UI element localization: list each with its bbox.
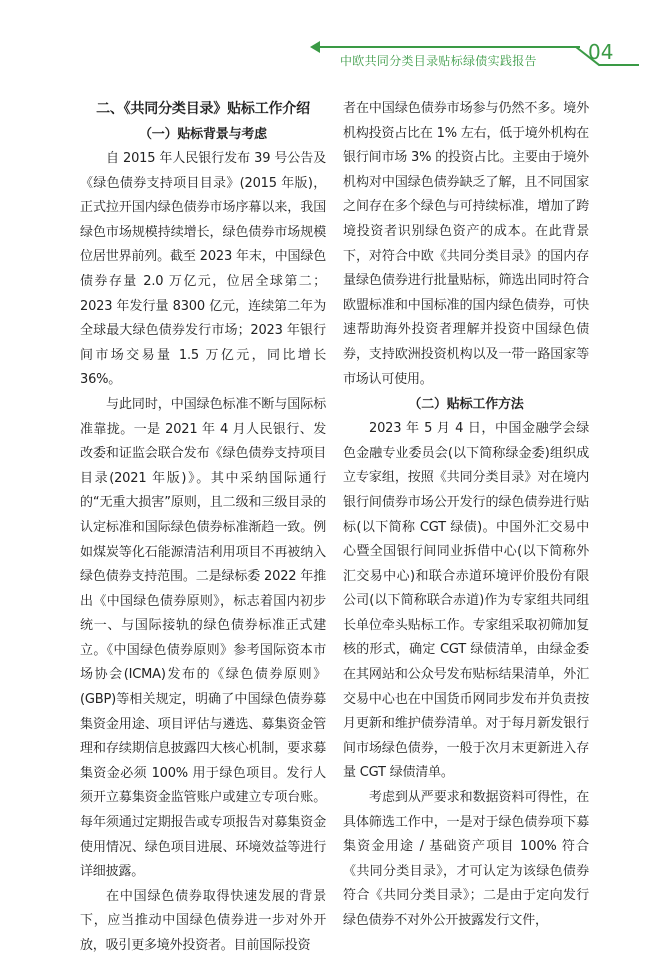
section-heading: 二、《共同分类目录》贴标工作介绍 [96, 101, 310, 117]
paragraph: 者在中国绿色债券市场参与仍然不多。境外机构投资占比在 1% 左右，低于境外机构在银行间市场 3% 的投资占比。主要由于境外机构对中国绿色债券缺乏了解，且不同国家之间存在多个绿色与可持续标准，增加了跨境投资者识别绿色资产的成本。在此背景下，对符合中欧《共同分类目录》的国内存量绿色债券进行批量贴标，筛选出同时符合欧盟标准和中国标准的国内绿色债券，可快速帮助海外投资者理解并投资中国绿色债券，支持欧洲投资机构以及一带一路国家等市场认可使用。 [343, 101, 589, 387]
paragraph: 在中国绿色债券取得快速发展的背景下，应当推动中国绿色债券进一步对外开放，吸引更多境外投资者。目前国际投资 [80, 888, 326, 953]
header-rule [318, 46, 580, 48]
subsection-heading-background: （一）贴标背景与考虑 [138, 127, 267, 142]
left-column [80, 97, 326, 959]
paragraph: 自 2015 年人民银行发布 39 号公告及《绿色债券支持项目目录》(2015 年版)，正式拉开国内绿色债券市场序幕以来，我国绿色市场规模持续增长，绿色债券市场规模位居世界前列。截至 2023 年末，中国绿色债券存量 2.0 万亿元，位居全球第二；2023 年发行量 8300 亿元，连续第二年为全球最大绿色债券发行市场；2023 年银行间市场交易量 1.5 万亿元，同比增长 36%。 [80, 151, 326, 388]
running-header-title: 中欧共同分类目录贴标绿债实践报告 [340, 54, 537, 68]
paragraph: 与此同时，中国绿色标准不断与国际标准靠拢。一是 2021 年 4 月人民银行、发改委和证监会联合发布《绿色债券支持项目目录(2021 年版)》。其中采纳国际通行的“无重大损害”原则，且二级和三级目录的认定标准和国际绿色债券标准渐趋一致。例如煤炭等化石能源清洁利用项目不再被纳入绿色债券支持范围。二是绿标委 2022 年推出《中国绿色债券原则》，标志着国内初步统一、与国际接轨的绿色债券标准正式建立。《中国绿色债券原则》参考国际资本市场协会(ICMA)发布的《绿色债券原则》(GBP)等相关规定，明确了中国绿色债券募集资金用途、项目评估与遴选、募集资金管理和存续期信息披露四大核心机制，要求募集资金必须 100% 用于绿色项目。发行人须开立募集资金监管账户或建立专项台账。每年须通过定期报告或专项报告对募集资金使用情况、绿色项目进展、环境效益等进行详细披露。 [80, 396, 326, 880]
paragraph: 考虑到从严要求和数据资料可得性，在具体筛选工作中，一是对于绿色债券项下募集资金用途 / 基础资产项目 100% 符合《共同分类目录》，才可认定为该绿色债券符合《共同分类目录》；二是由于定向发行绿色债券不对外公开披露发行文件， [343, 790, 589, 928]
header-rule-tail [599, 64, 639, 66]
page-number: 04 [588, 40, 614, 64]
paragraph: 2023 年 5 月 4 日，中国金融学会绿色金融专业委员会(以下简称绿金委)组织成立专家组，按照《共同分类目录》对在境内银行间债券市场公开发行的绿色债券进行贴标(以下简称 CGT 绿债)。中国外汇交易中心暨全国银行间同业拆借中心(以下简称外汇交易中心)和联合赤道环境评价股份有限公司(以下简称联合赤道)作为专家组共同组长单位牵头贴标工作。专家组采取初筛加复核的形式，确定 CGT 绿债清单，由绿金委在其网站和公众号发布贴标结果清单，外汇交易中心也在中国货币网同步发布并负责按月更新和维护债券清单。对于每月新发银行间市场绿色债券，一般于次月末更新进入存量 CGT 绿债清单。 [343, 421, 589, 781]
subsection-heading-method: （二）贴标工作方法 [408, 397, 524, 413]
right-column [343, 97, 589, 934]
